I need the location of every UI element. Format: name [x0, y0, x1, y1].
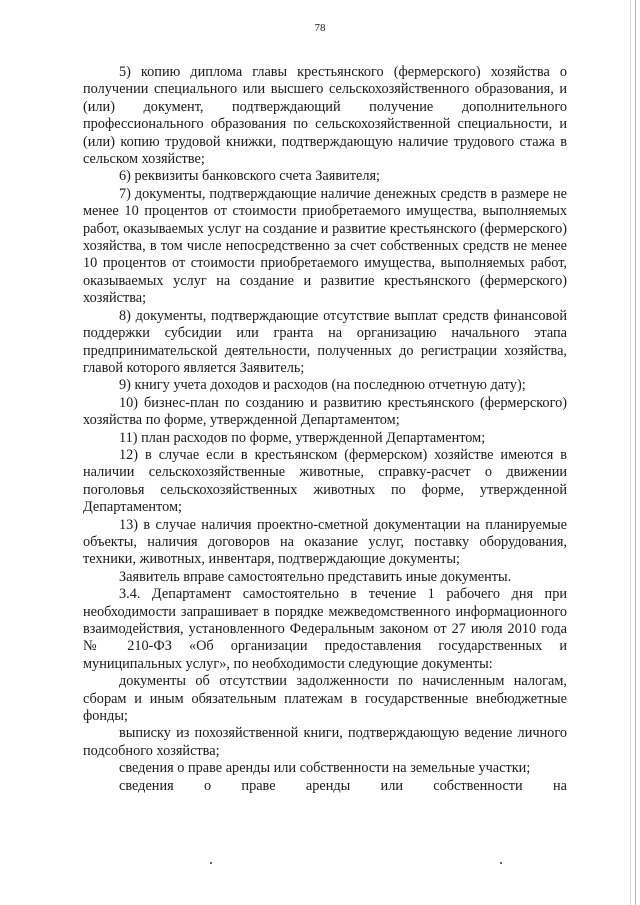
paragraph-item-10: 10) бизнес-план по созданию и развитию крестьянского (фермерского) хозяйства по форме, утвержденной Департаментом; — [83, 394, 567, 429]
paragraph-land-rights: сведения о праве аренды или собственности на земельные участки; — [119, 760, 531, 777]
document-body — [83, 64, 567, 795]
paragraph-item-12: 12) в случае если в крестьянском (фермерском) хозяйстве имеются в наличии сельскохозяйственные животные, справку-расчет о движении поголовья сельскохозяйственных животных по форме, утвержденной Департаментом; — [83, 446, 567, 516]
paragraph-item-11: 11) план расходов по форме, утвержденной Департаментом; — [119, 429, 486, 446]
paragraph-item-13: 13) в случае наличия проектно-сметной документации на планируемые объекты, наличия договоров на оказание услуг, поставку оборудования, техники, животных, инвентаря, подтверждающие документы; — [83, 516, 567, 568]
scan-edge-line-inner — [630, 0, 631, 905]
paragraph-rights-continued: сведения о праве аренды или собственности на — [119, 777, 567, 794]
scan-dot-left — [210, 862, 212, 864]
paragraph-tax-debt-docs: документы об отсутствии задолженности по начисленным налогам, сборам и иным обязательным платежам в государственные внебюджетные фонды; — [83, 673, 567, 725]
scan-edge-line — [635, 0, 636, 905]
paragraph-item-9: 9) книгу учета доходов и расходов (на последнюю отчетную дату); — [119, 377, 526, 394]
paragraph-item-5: 5) копию диплома главы крестьянского (фермерского) хозяйства о получении специального или высшего сельскохозяйственного образования, и (или) документ, подтверждающий получение дополнительного профессионального образования по сельскохозяйственной специальности, и (или) копию трудовой книжки, подтверждающую наличие трудового стажа в сельском хозяйстве; — [83, 64, 567, 168]
paragraph-section-3-4: 3.4. Департамент самостоятельно в течение 1 рабочего дня при необходимости запрашивает в порядке межведомственного информационного взаимодействия, установленного Федеральным законом от 27 июля 2010 года № 210-ФЗ «Об организации предоставления государственных и муниципальных услуг», по необходимости следующие документы: — [83, 586, 567, 672]
scan-dot-right — [500, 862, 502, 864]
paragraph-household-book: выписку из похозяйственной книги, подтверждающую ведение личного подсобного хозяйства; — [83, 725, 567, 759]
paragraph-item-6: 6) реквизиты банковского счета Заявителя; — [119, 168, 381, 185]
paragraph-item-8: 8) документы, подтверждающие отсутствие выплат средств финансовой поддержки субсидии или гранта на организацию начального этапа предпринимательской деятельности, полученных до регистрации хозяйства, главой которого является Заявитель; — [83, 307, 567, 376]
paragraph-item-7: 7) документы, подтверждающие наличие денежных средств в размере не менее 10 процентов от стоимости приобретаемого имущества, выполняемых работ, оказываемых услуг на создание и развитие крестьянского (фермерского) хозяйства, в том числе непосредственно за счет собственных средств не менее 10 процентов от стоимости приобретаемого имущества, выполняемых работ, оказываемых услуг на создание и развитие крестьянского (фермерского) хозяйства; — [83, 185, 567, 307]
page-number: 78 — [314, 22, 326, 34]
paragraph-applicant-note: Заявитель вправе самостоятельно представить иные документы. — [119, 568, 512, 585]
